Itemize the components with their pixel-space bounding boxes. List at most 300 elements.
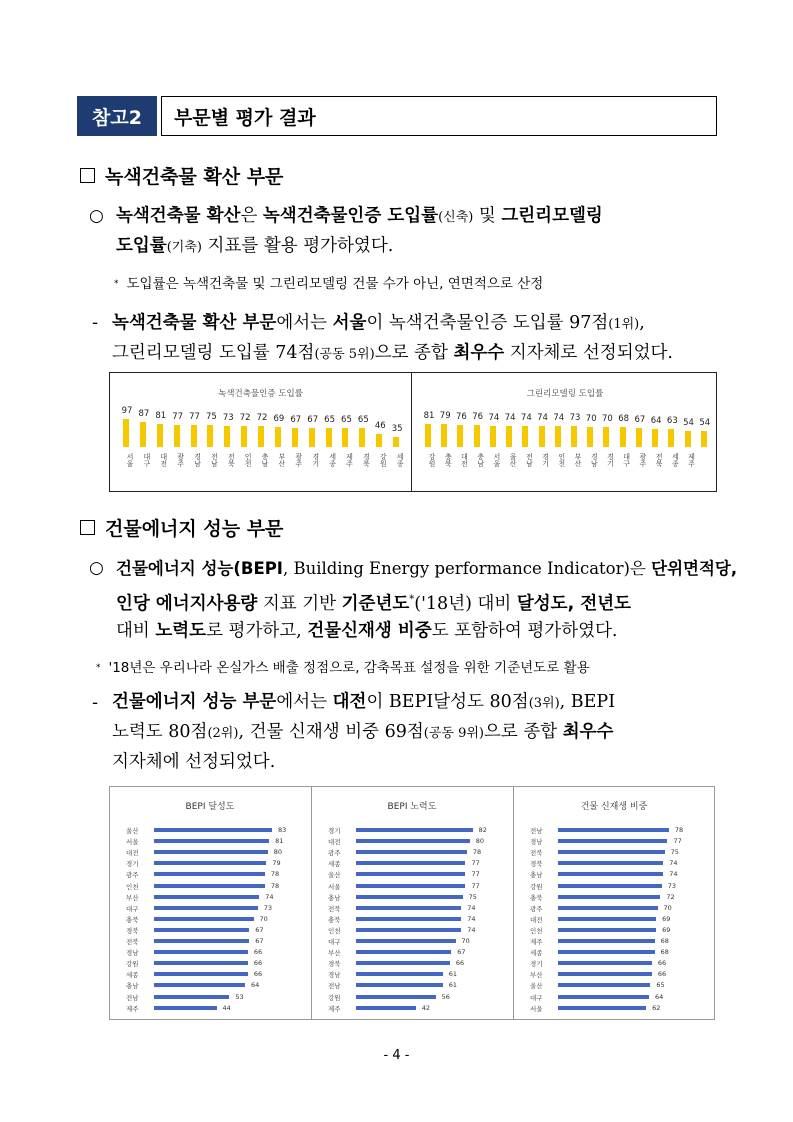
data-label: 70 (461, 937, 470, 945)
section1-title (80, 162, 283, 189)
chart-bar (425, 424, 431, 447)
data-label: 74 (265, 892, 274, 901)
asterisk-icon: * (114, 279, 119, 289)
category-label: 제주 (328, 1004, 341, 1013)
text-bold: 녹색건축물인증 도입률 (262, 206, 439, 226)
chart-column (119, 373, 135, 491)
category-label: 경남 (328, 971, 341, 980)
chart-column (502, 373, 518, 491)
chart-bar (154, 839, 269, 843)
category-label: 전남 (525, 453, 534, 467)
chart-bar (123, 419, 129, 447)
chart-row (110, 836, 310, 847)
chart-bar (356, 906, 461, 910)
data-label: 63 (666, 415, 678, 426)
chart-bar (154, 872, 265, 876)
text: 에서는 (276, 692, 333, 712)
data-label: 66 (455, 959, 465, 968)
data-label: 73 (263, 903, 273, 912)
data-label: 44 (222, 1003, 231, 1012)
data-label: 74 (553, 412, 565, 423)
chart-bar (154, 995, 229, 999)
chart-bar (154, 961, 248, 965)
chart-bar (558, 828, 669, 832)
section2-para1-line3 (116, 617, 618, 645)
chart-row (312, 992, 512, 1003)
category-label: 강원 (126, 960, 139, 969)
text: 에서는 (276, 313, 333, 333)
page-number: - 4 - (383, 1048, 410, 1063)
category-label: 세종 (126, 971, 139, 980)
category-label: 대전 (530, 915, 543, 924)
text: 이 녹색건축물인증 도입률 97점 (366, 313, 609, 333)
data-label: 65 (341, 415, 352, 426)
chart-row (312, 869, 512, 880)
category-label: 대전 (460, 453, 469, 467)
chart-bar (558, 961, 652, 965)
text-bold: 노력도 (155, 621, 207, 641)
data-label: 77 (189, 411, 200, 422)
chart-bar (558, 983, 650, 987)
chart-row (514, 847, 714, 858)
chart-bar (539, 426, 545, 447)
chart-row (110, 892, 310, 903)
chart-column (697, 373, 713, 491)
renewable-share-chart (514, 787, 714, 1019)
chart-row (514, 836, 714, 847)
chart-row (110, 825, 310, 836)
chart-bar (685, 431, 691, 447)
section2-para1-line2 (116, 586, 631, 618)
data-label: 75 (670, 848, 679, 857)
chart-column (486, 373, 502, 491)
chart-bar (620, 427, 626, 447)
data-label: 53 (235, 992, 244, 1001)
text-bold: 건물에너지 성능 부문 (112, 692, 277, 712)
chart-bar (154, 928, 249, 932)
chart-bar (558, 895, 660, 899)
chart-bar (154, 850, 268, 854)
chart-row (110, 947, 310, 958)
data-label: 69 (662, 914, 671, 923)
text: 노력도 80점 (112, 722, 208, 742)
section2-title-text: 건물에너지 성능 부문 (105, 518, 284, 540)
data-label: 72 (666, 892, 675, 901)
chart-row (110, 847, 310, 858)
asterisk-icon: * (96, 663, 101, 673)
data-label: 62 (652, 1003, 661, 1012)
category-label: 세종 (328, 453, 337, 467)
text: 대비 (116, 621, 156, 641)
chart-bar (154, 983, 245, 987)
text-small: (공동 5위) (314, 347, 375, 362)
data-label: 74 (520, 412, 532, 423)
category-label: 대구 (126, 904, 139, 913)
chart-bar (474, 425, 480, 447)
text: 및 (473, 206, 502, 226)
category-label: 서울 (530, 1004, 543, 1013)
data-label: 78 (674, 826, 684, 834)
category-label: 강원 (328, 993, 341, 1002)
chart-column (567, 373, 583, 491)
data-label: 77 (471, 881, 480, 890)
chart-row (312, 914, 512, 925)
chart-column (421, 373, 437, 491)
chart-row (312, 892, 512, 903)
chart-bar (558, 906, 658, 910)
data-label: 61 (448, 970, 457, 979)
chart-bar (558, 928, 656, 932)
data-label: 79 (272, 859, 281, 868)
chart-bar (154, 895, 259, 899)
category-label: 전남 (126, 993, 139, 1002)
chart-column (551, 373, 567, 491)
chart-row (514, 825, 714, 836)
text-bold: 최우수 (453, 343, 505, 363)
chart-column (187, 373, 203, 491)
data-label: 65 (357, 415, 369, 426)
data-label: 81 (423, 410, 435, 421)
category-label: 충남 (126, 982, 139, 991)
text: 지자체로 선정되었다. (504, 343, 673, 363)
chart-row (312, 947, 512, 958)
data-label: 67 (634, 414, 646, 425)
chart-bar (326, 428, 332, 447)
text: 이 BEPI달성도 80점 (366, 692, 529, 712)
chart-bar (356, 1006, 416, 1010)
chart-column (254, 373, 270, 491)
section1-para1-line1 (116, 202, 603, 232)
category-label: 부산 (574, 453, 582, 467)
category-label: 인천 (244, 453, 253, 467)
data-label: 66 (253, 959, 263, 968)
chart-row (514, 969, 714, 980)
data-label: 66 (657, 970, 667, 979)
text-small: (신축) (438, 210, 474, 225)
text-bold: 도입률 (116, 236, 167, 256)
chart-bar (376, 434, 382, 447)
chart-title: 녹색건축물인증 도입률 (218, 389, 303, 399)
chart-bar (356, 961, 450, 965)
chart-row (312, 836, 512, 847)
text-bold: (BEPI (233, 559, 283, 578)
chart-row (110, 936, 310, 947)
chart-row (312, 980, 512, 991)
chart-row (514, 858, 714, 869)
category-label: 전북 (126, 938, 139, 946)
green-building-chart-panel (109, 372, 717, 492)
data-label: 54 (683, 418, 694, 429)
chart-bar (571, 426, 577, 447)
chart-bar (558, 884, 662, 888)
data-label: 97 (121, 406, 133, 416)
category-label: 서울 (126, 838, 139, 847)
chart-bar (356, 928, 461, 932)
chart-column (648, 373, 664, 491)
chart-column (632, 373, 648, 491)
chart-row (110, 992, 310, 1003)
text: 지자체에 선정되었다. (112, 752, 276, 772)
category-label: 경기 (606, 453, 615, 467)
chart-bar (558, 839, 667, 843)
category-label: 부산 (277, 453, 286, 467)
chart-bar (154, 884, 265, 888)
building-energy-chart-panel (109, 786, 715, 1020)
chart-row (312, 903, 512, 914)
data-label: 73 (667, 881, 677, 890)
chart-bar (157, 424, 163, 447)
category-label: 대구 (328, 938, 341, 946)
category-label: 강원 (530, 882, 543, 891)
text: 지표를 활용 평가하였다. (201, 236, 394, 256)
chart-row (514, 892, 714, 903)
chart-row (312, 958, 512, 969)
chart-bar (154, 972, 248, 976)
page-title (161, 96, 717, 136)
category-label: 대전 (159, 453, 168, 467)
text: , BEPI (559, 692, 616, 712)
chart-row (514, 1003, 714, 1014)
chart-bar (558, 872, 663, 876)
category-label: 울산 (126, 827, 139, 835)
appendix-badge (77, 96, 157, 136)
category-label: 전북 (530, 849, 543, 858)
category-label: 대전 (126, 849, 139, 858)
text-bold: 최우수 (562, 722, 614, 742)
data-label: 77 (172, 411, 184, 422)
data-label: 70 (259, 914, 268, 923)
chart-bar (522, 426, 528, 447)
chart-column (518, 373, 534, 491)
chart-bar (359, 428, 365, 447)
text-bold: 인당 에너지사용량 (116, 593, 258, 614)
category-label: 경기 (541, 453, 550, 467)
chart-bar (154, 906, 258, 910)
chart-bar (558, 861, 663, 865)
category-label: 충북 (444, 453, 453, 467)
text-small: (기축) (166, 240, 202, 255)
chart-bar (356, 861, 465, 865)
chart-row (110, 914, 310, 925)
data-label: 70 (585, 413, 597, 424)
category-label: 강원 (428, 453, 436, 467)
chart-bar (258, 426, 264, 447)
chart-bar (224, 426, 230, 447)
text: 으로 종합 (484, 722, 563, 742)
chart-bar (275, 427, 281, 447)
chart-column (372, 373, 388, 491)
chart-bar (652, 429, 658, 447)
text: , Building Energy performance Indicator)은 (282, 559, 652, 578)
data-label: 74 (669, 870, 678, 879)
chart-column (355, 373, 371, 491)
chart-title: BEPI 노력도 (387, 802, 437, 812)
chart-column (288, 373, 304, 491)
text-bold: 녹색건축물 확산 부문 (112, 313, 277, 333)
data-label: 76 (456, 412, 467, 423)
text-bold: 단위면적당, (651, 559, 738, 578)
section1-title-text: 녹색건축물 확산 부문 (105, 166, 284, 188)
chart-column (271, 373, 287, 491)
chart-row (514, 881, 714, 892)
section2-para2-line2 (112, 718, 613, 748)
chart-column (338, 373, 354, 491)
category-label: 울산 (509, 453, 518, 467)
category-label: 광주 (126, 871, 139, 880)
green-remodeling-rate-chart (412, 373, 718, 491)
data-label: 66 (253, 970, 263, 979)
chart-column (470, 373, 486, 491)
category-label: 세종 (530, 949, 543, 958)
chart-bar (558, 995, 649, 999)
category-label: 경북 (328, 960, 341, 969)
data-label: 78 (270, 881, 280, 890)
text: 도 포함하여 평가하였다. (431, 621, 618, 641)
category-label: 충남 (476, 453, 485, 467)
category-label: 전북 (328, 904, 341, 913)
chart-bar (174, 425, 180, 447)
footnote-text: 도입률은 녹색건축물 및 그린리모델링 건물 수가 아닌, 연면적으로 산정 (126, 276, 544, 292)
data-label: 65 (324, 415, 335, 426)
chart-bar (292, 428, 298, 447)
category-label: 인천 (328, 926, 341, 935)
category-label: 세종 (671, 453, 680, 467)
category-label: 경남 (530, 838, 543, 847)
chart-bar (342, 428, 348, 447)
text: , (639, 313, 645, 333)
data-label: 72 (239, 413, 251, 424)
text-bold: 건물에너지 성능 (116, 559, 234, 578)
category-label: 충남 (261, 453, 270, 467)
data-label: 75 (468, 892, 477, 901)
chart-column (203, 373, 219, 491)
chart-bar (356, 939, 456, 943)
section1-footnote (114, 272, 543, 292)
data-label: 64 (650, 415, 662, 426)
chart-bar (191, 425, 197, 447)
chart-bar (356, 972, 443, 976)
chart-bar (140, 422, 146, 447)
category-label: 서울 (328, 882, 341, 891)
category-label: 인천 (530, 926, 543, 935)
category-label: 경북 (126, 926, 139, 935)
chart-column (437, 373, 453, 491)
data-label: 78 (472, 848, 482, 857)
appendix-badge-text: 참고2 (92, 106, 142, 129)
chart-bar (393, 437, 399, 447)
category-label: 충북 (328, 915, 341, 924)
data-label: 68 (660, 937, 669, 945)
chart-title: BEPI 달성도 (185, 802, 235, 812)
text-bold: 대전 (332, 692, 367, 712)
category-label: 광주 (530, 904, 543, 913)
chart-row (514, 925, 714, 936)
chart-bar (441, 424, 447, 447)
chart-column (535, 373, 551, 491)
data-label: 67 (457, 948, 466, 957)
chart-column (220, 373, 236, 491)
data-label: 42 (421, 1003, 430, 1012)
chart-row (312, 847, 512, 858)
data-label: 68 (660, 948, 669, 957)
circle-bullet-icon: ○ (89, 558, 104, 578)
chart-column (389, 373, 405, 491)
chart-column (583, 373, 599, 491)
chart-row (514, 869, 714, 880)
category-label: 광주 (176, 453, 185, 467)
chart-column (170, 373, 186, 491)
checkbox-square-icon (80, 168, 95, 183)
chart-bar (558, 1006, 646, 1010)
category-label: 울산 (328, 871, 341, 880)
chart-column (664, 373, 680, 491)
chart-row (312, 825, 512, 836)
chart-bar (587, 427, 593, 447)
category-label: 서울 (126, 453, 134, 467)
data-label: 61 (448, 981, 457, 990)
category-label: 경기 (126, 860, 139, 869)
category-label: 경기 (530, 960, 543, 969)
text-bold: 기준년도 (341, 593, 410, 614)
data-label: 77 (673, 837, 682, 846)
chart-bar (241, 426, 247, 447)
data-label: 69 (273, 414, 285, 425)
data-label: 64 (654, 992, 664, 1001)
category-label: 충북 (530, 893, 543, 902)
chart-bar (356, 828, 473, 832)
chart-bar (356, 950, 451, 954)
text: 지표 기반 (257, 593, 342, 614)
data-label: 67 (307, 414, 319, 425)
chart-row (110, 881, 310, 892)
chart-bar (356, 995, 436, 999)
text-small: (공동 9위) (423, 726, 484, 741)
chart-bar (207, 425, 213, 447)
category-label: 서울 (492, 453, 501, 467)
chart-bar (558, 917, 656, 921)
text: ('18년) 대비 (414, 593, 517, 614)
chart-column (453, 373, 469, 491)
chart-bar (309, 428, 315, 447)
category-label: 인천 (126, 882, 139, 891)
checkbox-square-icon (80, 520, 95, 535)
chart-column (305, 373, 321, 491)
chart-row (514, 947, 714, 958)
data-label: 70 (663, 903, 672, 912)
category-label: 제주 (530, 938, 543, 946)
chart-bar (356, 884, 465, 888)
chart-bar (356, 850, 467, 854)
category-label: 전북 (655, 453, 664, 467)
category-label: 강원 (379, 453, 388, 467)
data-label: 46 (374, 420, 386, 431)
category-label: 경기 (311, 453, 320, 467)
data-label: 74 (467, 925, 476, 934)
category-label: 충북 (126, 915, 139, 924)
category-label: 부산 (126, 893, 139, 902)
data-label: 82 (478, 826, 487, 834)
chart-bar (154, 950, 248, 954)
category-label: 제주 (126, 1004, 139, 1013)
bepi-achievement-chart (110, 787, 310, 1019)
data-label: 76 (472, 412, 484, 423)
section2-title (80, 514, 283, 541)
data-label: 74 (467, 903, 476, 912)
dash-bullet: - (92, 313, 99, 333)
text: 으로 종합 (374, 343, 454, 363)
chart-bar (603, 427, 609, 447)
category-label: 광주 (328, 849, 341, 858)
